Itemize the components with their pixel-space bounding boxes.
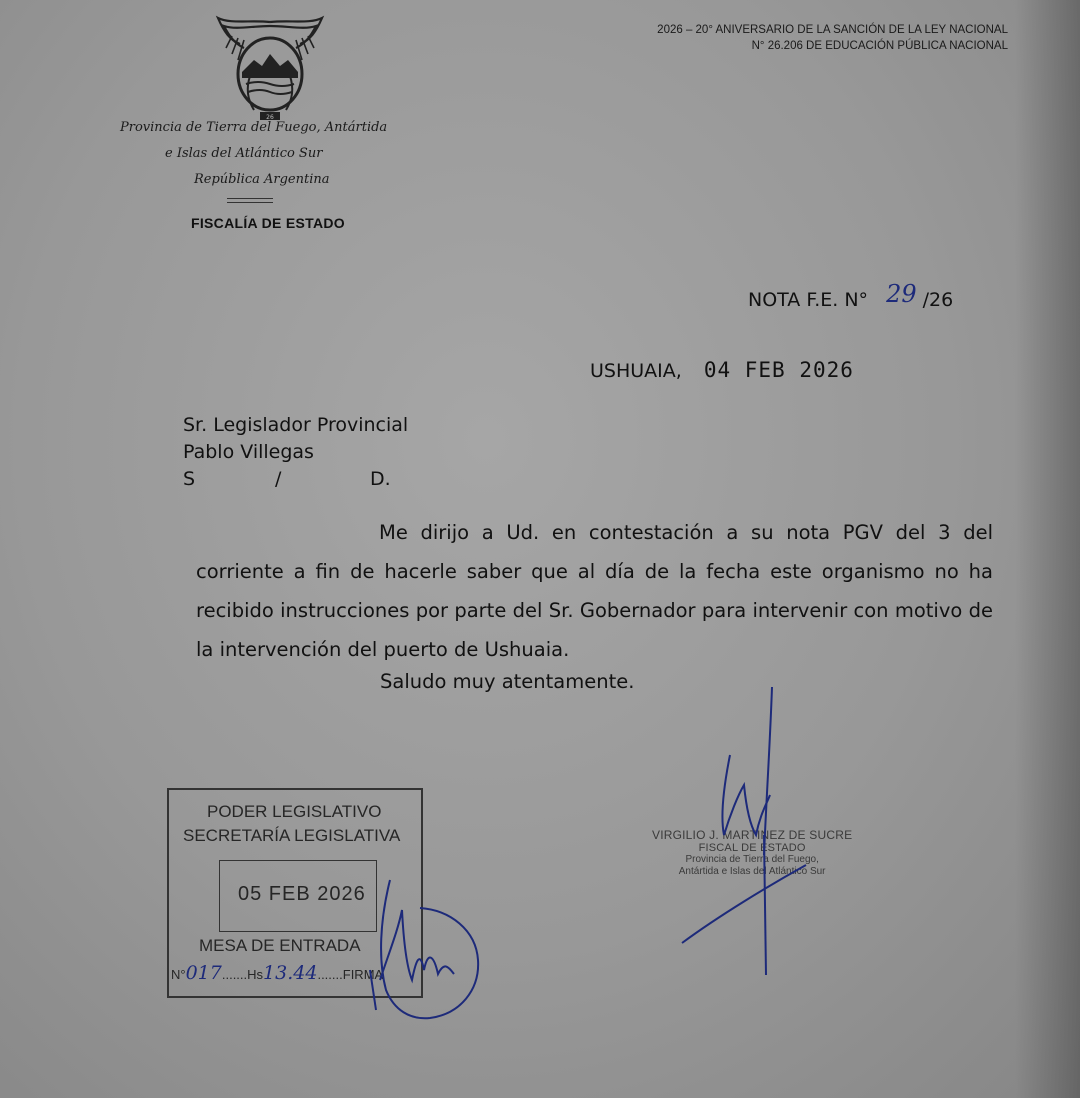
anniversary-line-2: N° 26.206 DE EDUCACIÓN PÚBLICA NACIONAL [751,40,1008,52]
signatory-title: FISCAL DE ESTADO [698,842,806,854]
note-suffix: /26 [922,289,954,311]
stamp-line-3: MESA DE ENTRADA [199,936,361,955]
signatory-sub-1: Provincia de Tierra del Fuego, [685,854,819,865]
sd-s: S [183,468,196,490]
office-name: FISCALÍA DE ESTADO [191,215,345,231]
signatory-sub-2: Antártida e Islas del Atlántico Sur [678,866,826,877]
stamp-entry-line: N°017.......Hs13.44.......FIRMA [171,962,384,984]
stamp-line-1: PODER LEGISLATIVO [207,802,382,821]
salutation-sd [183,466,408,493]
sd-d: D. [370,468,391,490]
signatory-name: VIRGILIO J. MARTINEZ DE SUCRE [652,828,853,842]
stamp-date: 05 FEB 2026 [238,883,366,905]
addressee-name: Pablo Villegas [183,441,314,463]
city: USHUAIA, [590,360,682,382]
provincial-crest-icon [210,14,330,124]
receiver-signature [350,870,490,1030]
stamp-no-label: N° [171,967,186,982]
addressee-title: Sr. Legislador Provincial [183,414,409,436]
province-line-2: e Islas del Atlántico Sur [165,146,323,161]
stamp-line-2: SECRETARÍA LEGISLATIVA [183,826,401,845]
anniversary-legend [657,22,1008,54]
divider-rule [227,202,273,203]
province-line-1: Provincia de Tierra del Fuego, Antártida [120,120,388,135]
stamp-hs-label: Hs [247,967,264,982]
divider-rule [227,198,273,199]
note-number: 29 [886,280,917,308]
body-paragraph: Me dirijo a Ud. en contestación a su nota PGV del 3 del corriente a fin de hacerle saber que al día de la fecha este organismo no ha recibido instrucciones por parte del Sr. Gobernador para intervenir con motivo de la intervención del puerto de Ushuaia. [196,521,993,661]
scan-edge-shadow [1015,0,1080,1098]
place-date [590,358,854,382]
stamp-firma-label: FIRMA [342,967,384,982]
fiscal-signature [680,685,810,985]
date-stamp: 04 FEB 2026 [703,358,854,382]
svg-text:26: 26 [266,114,274,121]
sd-slash: / [275,468,282,490]
anniversary-line-1: 2026 – 20° ANIVERSARIO DE LA SANCIÓN DE LA LEY NACIONAL [657,24,1008,36]
province-line-3: República Argentina [194,172,330,187]
stamp-no-value: 017 [185,962,222,984]
note-prefix: NOTA F.E. N° [748,289,869,311]
note-reference [748,280,954,312]
addressee-block [183,412,408,493]
closing-line: Saludo muy atentamente. [380,670,635,693]
stamp-hs-value: 13.44 [263,962,318,984]
